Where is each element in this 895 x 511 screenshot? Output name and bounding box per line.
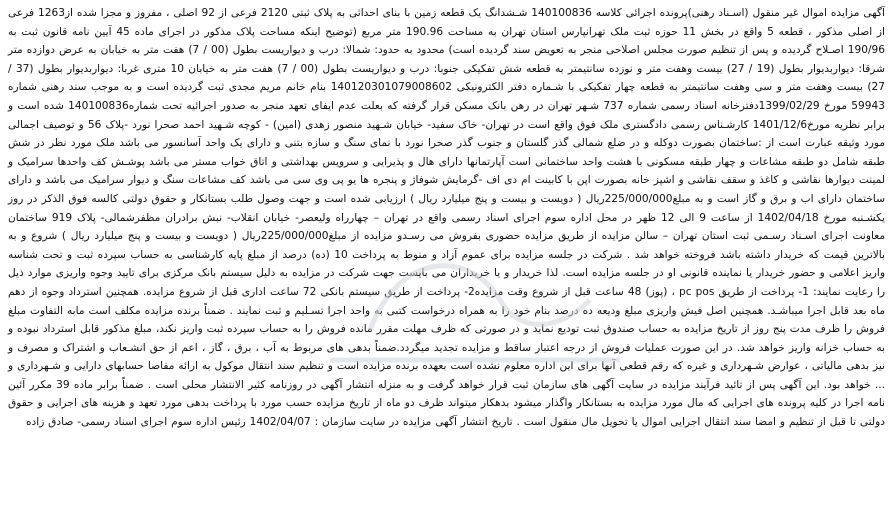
auction-notice-text: آگهی مزایده اموال غیر منقول (اسـناد رهنی)پرونده اجرائی کلاسه 140100836 شـشدانگ یک قطعه زمین با بنای احداثی به پلاک ثبتی 2120 فرعی از 92 اصلی ، مفروز و مجزا شده از1263 فرعی از اصلی مذکور ، قطعه 5 واقع در بخش 11 حوزه ثبت ملک تهرانپارس استان تهران به مساحت 190.96 متر مربع (توضیح اینکه مساحت پلاک مذکور در اجرای ماده 45 آیین نامه قانون ثبت به 190/96 اصـلاح گردیده و پس از تنظیم صورت مجلس اصلاحی منجر به تعویض سند گردیده است) محدود به حدود: شمالا: درب و دیواریست بطول (00 / 7) هفت متر به خیابان به عرض دوازده متر شرقا: دیواربدیوار بطول (19 / 27) بیست وهفت متر و نوزده سانتیمتر به قطعه شش تفکیکی جنوبا: درب و دیواریست بطول (00 / 7) هفت متر به خیابان 10 متری غربا: دیواربدیوار بطول (37 / 27) بیست وهفت متر و سی وهفت سانتیمتر به قطعه چهار تفکیکی با شـماره دفتر الکترونیکی 140120301079008602 بنام خانم مریم مجدی ثبت گردیده است و به موجب سند رهنی شماره 59943 مورخ 1399/02/29دفترخانه اسناد رسمی شماره 737 شـهر تهران در رهن بانک مسکن قرار گرفته که بعلت عدم ایفای تعهد منجر به صدور اجرائیه تحت شماره140100836 شده است و برابر نظریه مورخ1401/12/6 کارشـناس رسمی دادگستری ملک فوق واقع است در تهران- خاک سفید- خیابان شـهید منصور زهدی (امین) - کوچه شـهید احمد صحرا نورد -پلاک 56 و توصیف اجمالی مورد وثیقه عبارت است از :ساختمان بصورت دوکله و در ضلع شمالی گذر گلستان و جنوب گذر صحرا نورد با نمای سنگ و سازه بتنی و دارای یک واحد آسانسور می باشد ملک مورد نظر در شش طبقه شامل دو طبقه مشاعات و چهار طبقه مسکونی با هشت واحد ساختمانی است آپارتمانها دارای هال و پذیرایی و سرویس بهداشتی و اتاق خواب مستر می باشد پوشـش کف واحدها سرامیک و لمینت دیوارها نقاشی و کاغذ و سقف نقاشی و اشپز خانه بصورت اپن با کابینت ام دی اف -گرمایش شوفاژ و پنجره ها یو پی وی سی می باشد کف مشاعات سنگ و دیوار سرامیک می باشد و دارای ساختمان دارای اب و برق و گاز است و به مبلغ225/000/000ریال ( دویست و بیست و پنج میلیارد ریال ) ارزیابی شده است و جهت وصول طلب بستانکار و حقوق دولتی کالسه فوق الذکر در روز یکشـنبه مورخ 1402/04/18 از ساعت 9 الی 12 ظهر در محل اداره سوم اجرای اسناد رسمی واقع در تهران – چهارراه ولیعصر- خیابان انقلاب- نبش برادران مظفرشمالی- پلاک 919 ساختمان معاونت اجرای اسـناد رسـمی ثبت استان تهران – سالن مزایده از طریق مزایده حضوری بفروش می رسـدو مزایده از مبلغ225/000/000ریال ( دویست و بیست و پنج میلیارد ریال ) شروع و به بالاترین قیمت که خریدار داشته باشد فروخته خواهد شد . شرکت در جلسه مزایده برای عموم آزاد و منوط به پرداخت 10 (ده) درصد از مبلغ پایه کارشناسی به حساب سپرده ثبت و تحت شناسه واریز اعلامی و حضور خریدار یا نماینده قانونی او در جلسه مزایده است. لذا خریدار و یا خریداران می بایست جهت شرکت در مزایده به دلیل سیستم بانک مرکزی برای تایید وجوه واریزی موارد ذیل را رعایت نمایند: 1- پرداخت از طریق pc pos ، (پوز) 48 ساعت قبل از شروع وقت مزایده2- پرداخت از طریق سیستم بانکی 72 ساعت اداری قبل از شروع مزایده. همچنین استرداد وجوه از دهم ماه بعد قابل اجرا میباشـد. همچنین اصل فیش واریزی مبلغ ودیعه ده درصد بنام خود را به همراه درخواست کتبی به واحد اجرا تسـلیم و ثبت نمایند . ضمناً برنده مزایده مکلف است مابه التفاوت مبلغ فروش را ظرف مدت پنج روز از تاریخ مزایده به حساب صندوق ثبت تودیع نماید و در صورتی که ظرف مهلت مقرر مانده فروش را به حساب سپرده ثبت واریز نکند، مبلغ مذکور قابل استرداد نبوده و به حساب خزانه واریز خواهد شد. در این صورت عملیات فروش از درجه اعتبار ساقط و مزایده تجدید میگردد.ضمناً بدهی های مربوط به آب ، برق ، گاز ، اعم از حق انشـعاب و اشتراک و مصرف و نیز بدهی مالیاتی ، عوارض شـهرداری و غیره که رقم قطعی آنها برای این اداره معلوم نشده است بعهده برنده مزایده است و تنظیم سند انتقال موکول به ارائه مفاصا حسابهای دارایی و شـهرداری و ... خواهد بود. این آگهی پس از تائید فرآیند مزایده در سایت آگهی های سازمان ثبت قرار خواهد گرفت و به منزله انتشار آگهی در روزنامه کثیر الانتشار محلی است . ضمناً برابر ماده 39 مکرر آئین نامه اجرا در کلیه پرونده های اجرایی که مال مورد مزایده به بستانکار واگذار میشود بدهکار میتواند ظرف دو ماه از تاریخ مزایده حسب مورد با پرداخت بدهی مورد تعهد و هزینه های اجرایی و حقوق دولتی تا قبل از تنظیم و امضا سند انتقال اجرایی اموال یا تحویل مال منقول است . تاریخ انتشار آگهی مزایده در سایت سازمان : 1402/04/07 رئیس اداره سوم اجرای اسناد رسمی- صادق زاده bbox=[8, 7, 886, 429]
